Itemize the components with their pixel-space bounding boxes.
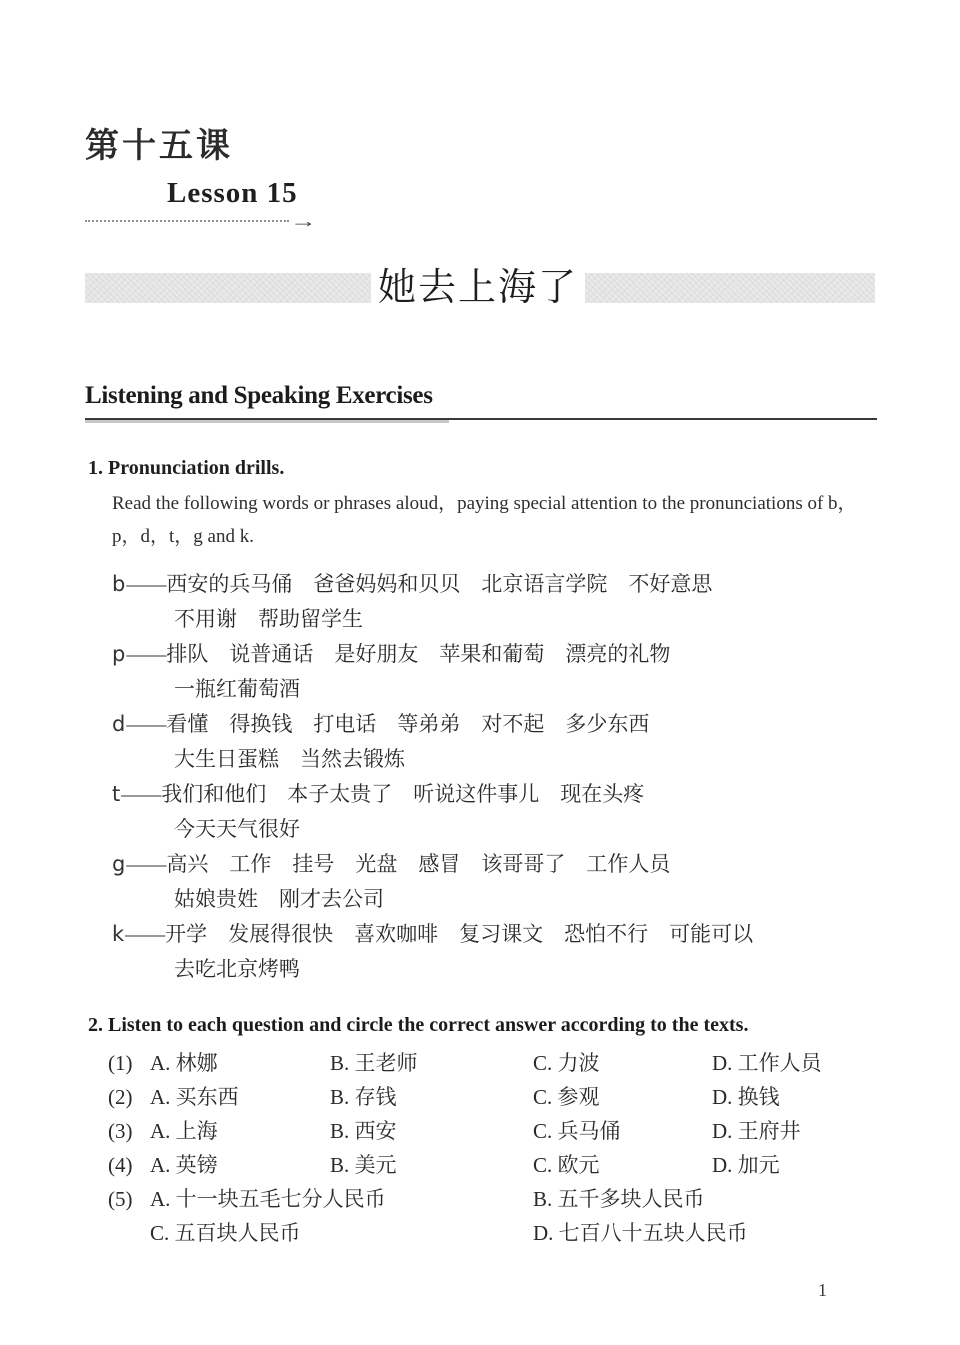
question-list <box>88 1046 888 1250</box>
drill-line1 <box>112 637 883 672</box>
option-c: C. 力波 <box>533 1051 600 1075</box>
drill-phrases: 开学 发展得很快 喜欢咖啡 复习课文 恐怕不行 可能可以 <box>165 922 754 946</box>
heading-rule <box>85 418 877 423</box>
lesson-arrow <box>85 211 317 231</box>
drill-phrases: 排队 说普通话 是好朋友 苹果和葡萄 漂亮的礼物 <box>166 642 671 666</box>
exercise1-intro-line2: p，d，t，g and k. <box>112 526 254 547</box>
drill-item-b <box>112 567 883 637</box>
exercise1 <box>88 455 883 987</box>
drill-item-t <box>112 777 883 847</box>
drill-item-p <box>112 637 883 707</box>
question-row-4 <box>88 1148 888 1182</box>
option-c: C. 欧元 <box>533 1153 600 1177</box>
question-number: (1) <box>108 1051 133 1075</box>
option-d: D. 王府井 <box>712 1119 801 1143</box>
option-d: D. 七百八十五块人民币 <box>533 1221 748 1245</box>
question-number: (4) <box>108 1153 133 1177</box>
drill-dash: —— <box>121 782 160 806</box>
option-b: B. 美元 <box>330 1153 397 1177</box>
decorative-bar-left <box>85 273 371 303</box>
drill-phrases: 西安的兵马俑 爸爸妈妈和贝贝 北京语言学院 不好意思 <box>166 572 713 596</box>
option-b: B. 五千多块人民币 <box>533 1187 705 1211</box>
drill-line1 <box>112 567 883 602</box>
question-row-5 <box>88 1182 888 1216</box>
exercise1-intro <box>112 487 883 553</box>
drill-line1 <box>112 917 883 952</box>
drill-line2: 不用谢 帮助留学生 <box>174 607 363 631</box>
lesson-title-row <box>85 266 875 310</box>
section-heading: Listening and Speaking Exercises <box>85 382 433 409</box>
drill-line1 <box>112 847 883 882</box>
drill-phrases: 看懂 得换钱 打电话 等弟弟 对不起 多少东西 <box>166 712 650 736</box>
drill-phrases: 高兴 工作 挂号 光盘 感冒 该哥哥了 工作人员 <box>166 852 671 876</box>
drill-letter: b <box>112 572 126 596</box>
lesson-header <box>85 118 317 231</box>
drill-phrases: 我们和他们 本子太贵了 听说这件事儿 现在头疼 <box>161 782 645 806</box>
drill-item-d <box>112 707 883 777</box>
drill-line2: 姑娘贵姓 刚才去公司 <box>174 887 384 911</box>
question-row-2 <box>88 1080 888 1114</box>
question-number: (5) <box>108 1187 133 1211</box>
drill-dash: —— <box>126 572 165 596</box>
option-d: D. 工作人员 <box>712 1051 822 1075</box>
exercise2 <box>88 1012 888 1250</box>
dotted-line <box>85 220 289 222</box>
option-d: D. 换钱 <box>712 1085 780 1109</box>
option-c: C. 兵马俑 <box>533 1119 621 1143</box>
drill-line2: 大生日蛋糕 当然去锻炼 <box>174 747 405 771</box>
decorative-bar-right <box>585 273 875 303</box>
option-a: A. 上海 <box>150 1119 218 1143</box>
heading-rule-dark <box>85 418 877 420</box>
drill-item-g <box>112 847 883 917</box>
option-b: B. 存钱 <box>330 1085 397 1109</box>
exercise1-intro-line1: Read the following words or phrases aloud，paying special attention to the pronunciations of b， <box>112 493 857 514</box>
option-b: B. 王老师 <box>330 1051 418 1075</box>
option-a: A. 林娜 <box>150 1051 218 1075</box>
question-number: (3) <box>108 1119 133 1143</box>
lesson-number-en: Lesson 15 <box>167 177 298 209</box>
lesson-number-zh: 第十五课 <box>85 127 233 165</box>
option-c: C. 参观 <box>533 1085 600 1109</box>
question-row-1 <box>88 1046 888 1080</box>
drill-letter: d <box>112 712 126 736</box>
drill-line1 <box>112 777 883 812</box>
drill-dash: —— <box>126 712 165 736</box>
drill-letter: t <box>112 782 121 806</box>
page-number: 1 <box>818 1280 827 1300</box>
question-number: (2) <box>108 1085 133 1109</box>
option-a: A. 买东西 <box>150 1085 239 1109</box>
exercise2-heading: 2. Listen to each question and circle the correct answer according to the texts. <box>88 1014 749 1036</box>
drill-item-k <box>112 917 883 987</box>
drill-line2: 去吃北京烤鸭 <box>174 957 300 981</box>
option-a: A. 英镑 <box>150 1153 218 1177</box>
option-d: D. 加元 <box>712 1153 780 1177</box>
drill-letter: g <box>112 852 126 876</box>
question-row-5-continued <box>88 1216 888 1250</box>
option-a: A. 十一块五毛七分人民币 <box>150 1187 386 1211</box>
drill-line2: 今天天气很好 <box>174 817 300 841</box>
question-row-3 <box>88 1114 888 1148</box>
drill-letter: p <box>112 642 126 666</box>
pronunciation-drills <box>112 567 883 987</box>
drill-line2: 一瓶红葡萄酒 <box>174 677 300 701</box>
drill-line1 <box>112 707 883 742</box>
exercise1-heading: 1. Pronunciation drills. <box>88 457 285 479</box>
drill-dash: —— <box>126 642 165 666</box>
option-c: C. 五百块人民币 <box>150 1221 301 1245</box>
drill-letter: k <box>112 922 125 946</box>
drill-dash: —— <box>126 852 165 876</box>
drill-dash: —— <box>125 922 164 946</box>
option-b: B. 西安 <box>330 1119 397 1143</box>
arrow-right-icon: → <box>290 211 317 231</box>
section-heading-wrap <box>85 381 877 423</box>
lesson-title-zh: 她去上海了 <box>377 267 578 309</box>
